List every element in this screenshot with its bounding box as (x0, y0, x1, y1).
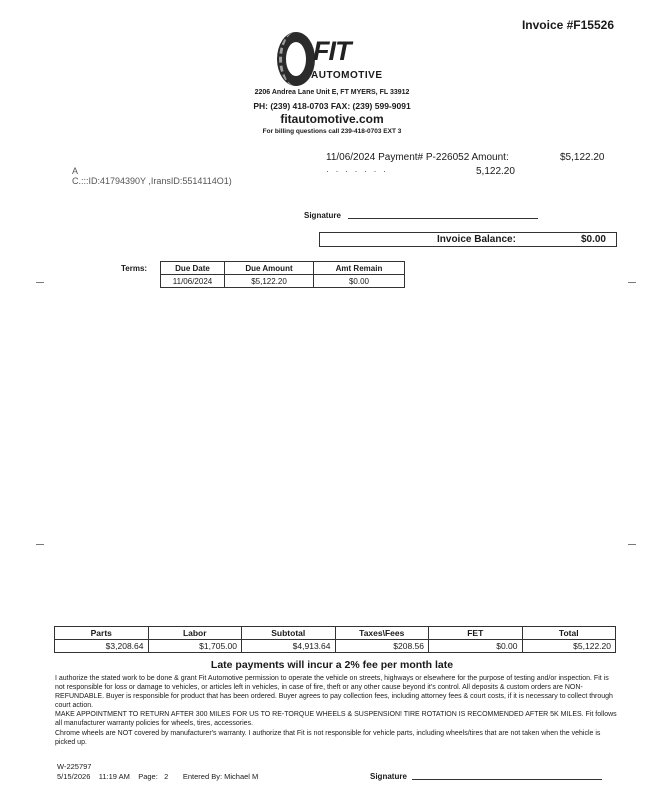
table-header: Amt Remain (314, 262, 405, 275)
footer-signature-label: Signature (370, 772, 407, 781)
margin-tick (628, 544, 636, 545)
tire-icon (277, 32, 315, 86)
table-cell: $0.00 (429, 640, 523, 653)
late-payment-notice: Late payments will incur a 2% fee per month late (210, 659, 454, 671)
company-logo (0, 32, 664, 92)
table-header: Subtotal (242, 627, 336, 640)
table-cell: $5,122.20 (225, 275, 314, 288)
table-cell: $0.00 (314, 275, 405, 288)
signature-line (348, 218, 538, 219)
table-cell: $5,122.20 (522, 640, 616, 653)
payment-line: 11/06/2024 Payment# P-226052 Amount: (326, 152, 509, 163)
invoice-balance-box (319, 232, 617, 247)
signature-label: Signature (304, 211, 341, 220)
table-cell: $4,913.64 (242, 640, 336, 653)
table-header: Labor (148, 627, 242, 640)
transaction-ids: C.:::ID:41794390Y ,IransID:5514114O1) (72, 176, 232, 186)
terms-table (160, 261, 405, 288)
table-cell: $1,705.00 (148, 640, 242, 653)
margin-tick (36, 544, 44, 545)
footer-signature-line (412, 779, 602, 780)
table-header: Parts (55, 627, 149, 640)
table-header: Taxes\Fees (335, 627, 429, 640)
entered-by: Entered By: Michael M (182, 772, 259, 781)
table-cell: $3,208.64 (55, 640, 149, 653)
page-number: 2 (164, 772, 169, 781)
disclaimer-paragraph: I authorize the stated work to be done & grant Fit Automotive permission to operate the vehicle on streets, highways or elsewhere for the purpose of testing and/or inspection. Fit is not responsible for loss or damage to vehicles, or articles left in vehicles, in case of fire, theft or any other cause beyond it's control. All deposits & custom orders are NON-REFUNDABLE. Buyer is responsible for product that has been ordered. Buyer agrees to pay collection fees, including attorney fees & court costs, if it is necessary to collect through court action. (55, 675, 613, 710)
totals-table (54, 626, 616, 653)
table-row (55, 640, 616, 653)
print-time: 11:19 AM (98, 772, 130, 781)
logo-text: FIT (313, 36, 351, 66)
invoice-balance-value: $0.00 (580, 234, 606, 245)
company-website: fitautomotive.com (280, 112, 384, 126)
invoice-balance-label: Invoice Balance: (437, 234, 516, 245)
disclaimer-paragraph: MAKE APPOINTMENT TO RETURN AFTER 300 MILES FOR US TO RE-TORQUE WHEELS & SUSPENSION! TIRE ROTATION IS RECOMMENDED AFTER 5K MILES. Fit follows all manufacturer warranty policies for wheels, tires, accessories. (55, 711, 617, 728)
company-address: 2206 Andrea Lane Unit E, FT MYERS, FL 33912 (254, 89, 410, 96)
margin-tick (36, 282, 44, 283)
table-header: Due Date (161, 262, 225, 275)
table-header: Due Amount (225, 262, 314, 275)
work-order-number: W-225797 (57, 762, 92, 771)
table-cell: 11/06/2024 (161, 275, 225, 288)
disclaimer-paragraph: Chrome wheels are NOT covered by manufacturer's warranty. I authorize that Fit is not responsible for vehicle parts, including wheels/tires that are not taken when the vehicle is picked up. (55, 729, 601, 746)
table-row (161, 275, 405, 288)
company-phone: PH: (239) 418-0703 FAX: (239) 599-9091 (253, 101, 411, 111)
billing-contact: For billing questions call 239-418-0703 EXT 3 (262, 128, 402, 135)
logo-subtext: AUTOMOTIVE (311, 70, 383, 81)
table-header: Total (522, 627, 616, 640)
terms-disclaimer (55, 674, 620, 747)
terms-label: Terms: (121, 264, 148, 273)
page-label: Page: (138, 772, 158, 781)
redacted-mark: · · · · · · · (326, 166, 388, 176)
footer-meta (57, 772, 258, 781)
redacted-mark: A (72, 166, 79, 176)
payment-amount-2: 5,122.20 (476, 166, 515, 177)
table-header: FET (429, 627, 523, 640)
print-date: 5/15/2026 (57, 772, 91, 781)
margin-tick (628, 282, 636, 283)
table-cell: $208.56 (335, 640, 429, 653)
invoice-number: Invoice #F15526 (521, 18, 614, 32)
payment-amount: $5,122.20 (560, 152, 605, 163)
